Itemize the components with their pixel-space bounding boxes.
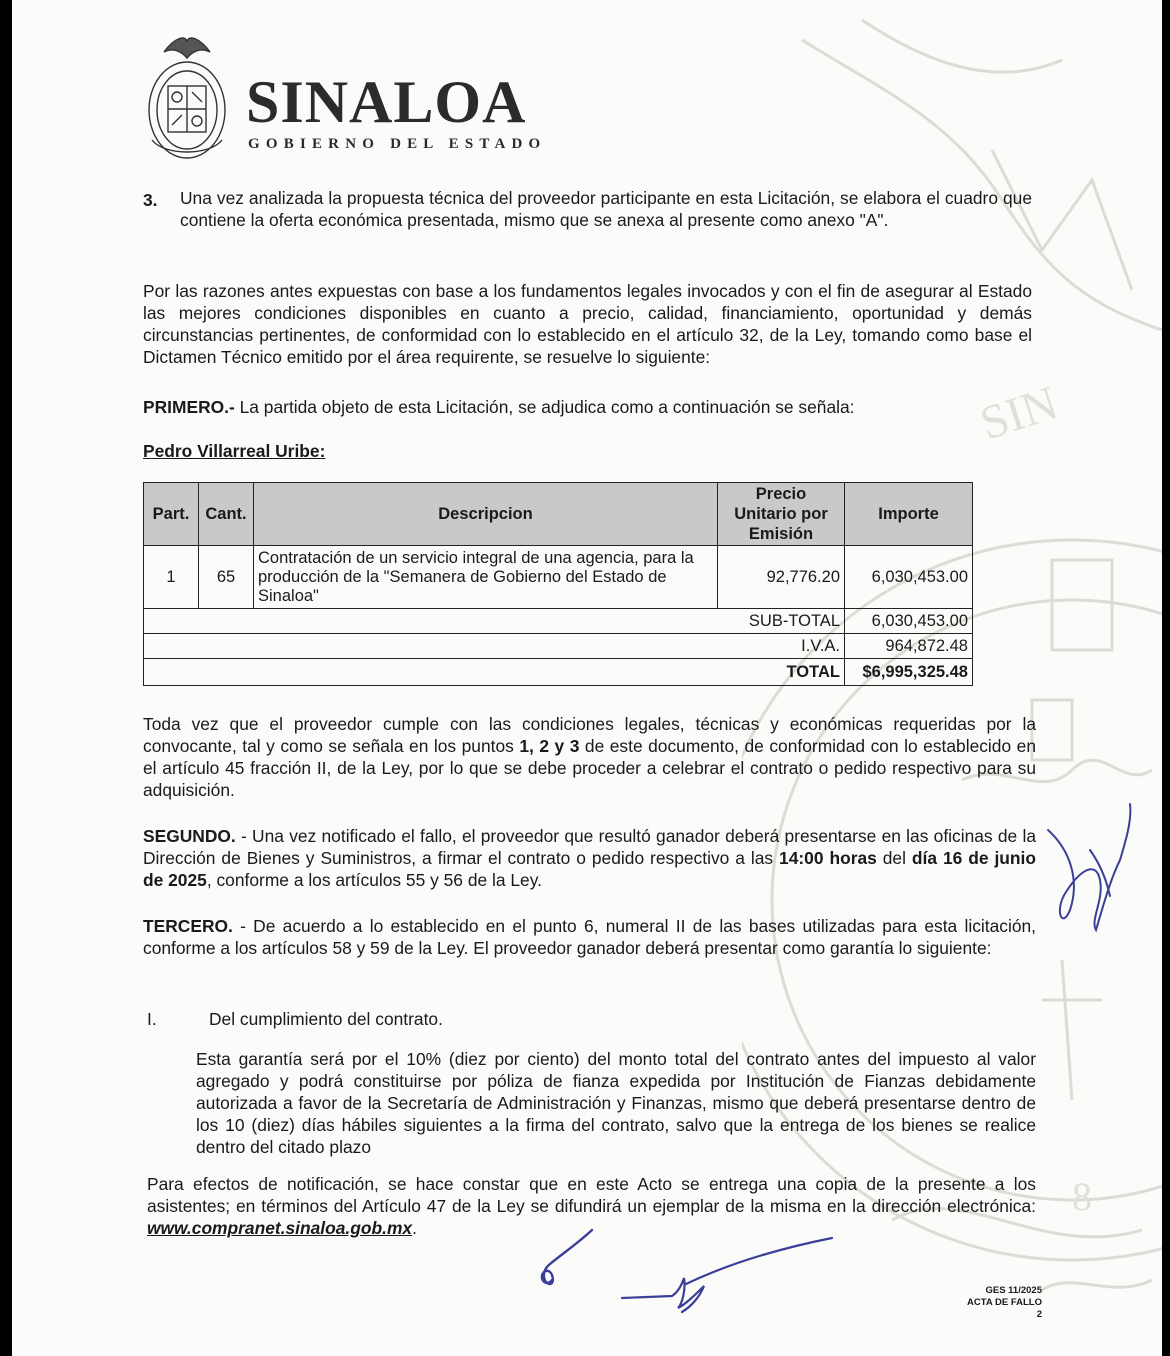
table-row [144,546,973,609]
cell-precio: 92,776.20 [718,546,845,609]
letterhead [144,30,564,170]
reasons-paragraph: Por las razones antes expuestas con base a los fundamentos legales invocados y con el fin de asegurar al Estado las mejores condiciones disponibles en cuanto a precio, calidad, financiamiento, oportunidad y demás circunstancias pertinentes, de conformidad con lo establecido en el artículo 32, de la Ley, tomando como base el Dictamen Técnico emitido por el área requirente, se resuelve lo siguiente: [143,281,1032,367]
header-part: Part. [144,483,199,546]
award-table [143,482,973,686]
segundo-date: día 16 de junio de 2025 [143,848,1037,890]
footer-page: 2 [1036,1309,1042,1320]
total-value: $6,995,325.48 [845,659,973,686]
primero-text: La partida objeto de esta Licitación, se adjudica como a continuación se señala: [234,397,855,417]
cell-cant: 65 [199,546,254,609]
tercero-paragraph [143,915,1036,959]
cell-descripcion: Contratación de un servicio integral de una agencia, para la producción de la "Semanera de Gobierno del Estado de Sinaloa" [254,546,718,609]
document-footer [967,1285,1042,1321]
primero-label: PRIMERO.- [143,397,235,417]
point-number: 3. [143,190,158,210]
initials-signature [522,1222,612,1292]
compliance-points: 1, 2 y 3 [519,736,580,756]
main-signature [612,1232,842,1332]
item-numeral: I. [147,1009,157,1029]
brand-title: SINALOA [246,69,527,135]
svg-text:SIN: SIN [974,376,1064,451]
notification-text: Para efectos de notificación, se hace constar que en este Acto se entrega una copia de la presente a los asistentes; en términos del Artículo 47 de la Ley se difundirá un ejemplar de la misma en la dirección electrónica: [147,1174,1036,1216]
provider-name: Pedro Villarreal Uribe: [143,441,326,461]
primero-paragraph [143,396,1032,418]
iva-value: 964,872.48 [845,634,973,659]
svg-text:8: 8 [1072,1174,1092,1219]
subtotal-value: 6,030,453.00 [845,609,973,634]
notification-end: . [412,1218,417,1238]
compliance-part2: de este documento, de conformidad con lo establecido en el artículo 45 fracción II, de la Ley, por lo que se debe proceder a celebrar el contrato o pedido respectivo para su adquisición. [143,736,1036,800]
tercero-label: TERCERO. [143,916,233,936]
compranet-link[interactable]: www.compranet.sinaloa.gob.mx [147,1218,413,1238]
segundo-part3: , conforme a los artículos 55 y 56 de la Ley. [206,870,542,890]
segundo-paragraph [143,825,1036,891]
item-title: Del cumplimiento del contrato. [209,1009,443,1029]
compliance-part1: Toda vez que el proveedor cumple con las condiciones legales, técnicas y económicas requeridas por la convocante, tal y como se señala en los puntos [143,714,1036,756]
brand-subtitle: GOBIERNO DEL ESTADO [248,136,547,152]
header-importe: Importe [845,483,973,546]
table-header-row [144,483,973,546]
segundo-label: SEGUNDO. [143,826,236,846]
segundo-part2: del [876,848,912,868]
margin-signature [1040,800,1140,940]
cell-part: 1 [144,546,199,609]
total-label: TOTAL [144,659,845,686]
footer-doc: ACTA DE FALLO [967,1297,1042,1308]
point-3-text: Una vez analizada la propuesta técnica del proveedor participante en esta Licitación, se elabora el cuadro que contiene la oferta económica presentada, mismo que se anexa al presente como anexo "A". [180,188,1032,230]
iva-label: I.V.A. [144,634,845,659]
header-descripcion: Descripcion [254,483,718,546]
cell-importe: 6,030,453.00 [845,546,973,609]
subtotal-label: SUB-TOTAL [144,609,845,634]
compliance-paragraph [143,713,1036,801]
segundo-time: 14:00 horas [779,848,877,868]
iva-row [144,634,973,659]
header-cant: Cant. [199,483,254,546]
header-precio [718,483,845,546]
header-precio-text: Precio Unitario por Emisión [734,485,828,543]
guarantee-paragraph: Esta garantía será por el 10% (diez por ciento) del monto total del contrato antes del impuesto al valor agregado y podrá constituirse por póliza de fianza expedida por Institución de Fianzas debidamente autorizada a favor de la Secretaría de Administración y Finanzas, mismo que deberá presentarse dentro de los 10 (diez) días hábiles siguientes a la firma del contrato, salvo que la entrega de los bienes se realice dentro del citado plazo [196,1049,1036,1157]
document-page [12,0,1162,1356]
footer-code: GES 11/2025 [985,1285,1042,1296]
tercero-text: - De acuerdo a lo establecido en el punto 6, numeral II de las bases utilizadas para esta licitación, conforme a los artículos 58 y 59 de la Ley. El proveedor ganador deberá presentar como garantía lo siguiente: [143,916,1036,958]
subtotal-row [144,609,973,634]
segundo-part1: - Una vez notificado el fallo, el proveedor que resultó ganador deberá presentarse en las oficinas de la Dirección de Bienes y Suministros, a firmar el contrato o pedido respectivo a las [143,826,1036,868]
state-seal-icon [144,30,230,166]
total-row [144,659,973,686]
